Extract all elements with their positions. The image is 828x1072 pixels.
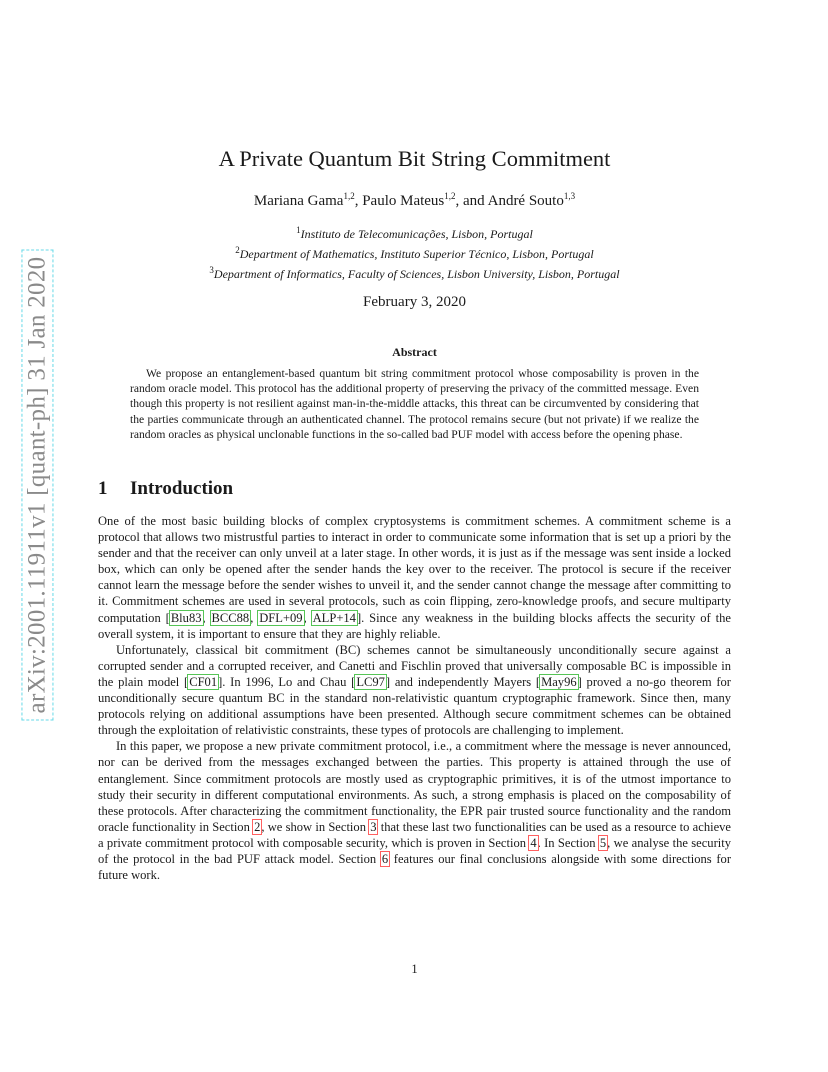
section-ref-link[interactable]: 2 [254,819,261,834]
text-run: ]. In 1996, Lo and Chau [ [218,674,356,689]
text-run: In this paper, we propose a new private commitment protocol, i.e., a commitment where the message is never announced, nor can be derived from the messages exchanged between the parties. This property is attained through the use of entanglement. Since commitment protocols are mostly used as cryptographic primitives, it is of the utmost importance to study their security in different computational environments. As such, a strong emphasis is placed on the composability of these protocols. After characterizing the commitment functionality, the EPR pair trusted source functionality and the random oracle functionality in Section [98,739,731,834]
author-list [98,191,731,210]
text-run: ] proved a no-go theorem for unconditionally secure quantum BC in the standard non-relativistic quantum cryptographic framework. Since then, many protocols relying on additional assumptions have been presented. Although secure commitment schemes can be obtained through the exploitation of relativistic constraints, these types of protocols are challenging to implement. [98,674,731,738]
text-run: features our final conclusions alongside with some directions for future work. [98,851,731,883]
abstract-heading: Abstract [392,345,437,359]
text-run: ]. Since any weakness in the building blocks affects the security of the overall system, it is important to ensure that they are highly reliable. [98,610,731,641]
citation-link[interactable]: DFL+09 [259,610,303,625]
text-run: ] and independently Mayers [ [385,674,541,689]
text-run: , we show in Section [261,819,370,834]
author-affil-sup: 1,2 [343,191,355,201]
affiliation [98,222,731,242]
author-affil-sup: 1,3 [563,191,576,201]
author-separator: , and [455,193,488,209]
affil-text: Instituto de Telecomunicações, Lisbon, Portugal [300,227,533,241]
page-number: 1 [411,962,418,976]
section-number: 1 [98,478,108,499]
abstract-body [130,366,699,442]
affil-num: 1 [296,225,301,235]
citation-link[interactable]: Blu83 [170,610,202,625]
section-ref-link[interactable]: 4 [530,835,537,850]
section-ref-link[interactable]: 5 [599,835,607,850]
paper-date: February 3, 2020 [363,294,466,310]
section-heading [98,478,233,500]
paragraph [98,513,731,642]
affil-num: 3 [209,265,214,275]
affiliation [98,262,731,282]
text-run: that these last two functionalities can be used as a resource to achieve a private commitment protocol with composable security, which is proven in Section [98,819,731,850]
author-name: Mariana Gama [253,193,344,209]
text-run: , [303,610,312,625]
author-name: Paulo Mateus [362,193,445,209]
paragraph [98,642,731,739]
citation-link[interactable]: May96 [541,674,577,689]
affil-text: Department of Mathematics, Instituto Superior Técnico, Lisbon, Portugal [239,247,594,261]
paper-title: A Private Quantum Bit String Commitment [218,146,611,171]
arxiv-sidebar [20,250,54,720]
author-affil-sup: 1,2 [444,191,456,201]
text-run: One of the most basic building blocks of complex cryptosystems is commitment schemes. A commitment scheme is a protocol that allows two mistrustful parties to interact in order to communicate some information that is set up a priori by the sender and that the receiver can only unveil at a later stage. In other words, it is just as if the message was sent inside a locked box, which can only be opened after the sender hands the key over to the receiver. The protocol is secure if the receiver cannot learn the message before the sender wishes to unveil it, and the sender cannot change the message after committing to it. Commitment schemes are used in several protocols, such as coin flipping, zero-knowledge proofs, and secure multiparty computation [ [98,514,731,625]
affiliation-list [98,222,731,282]
citation-link[interactable]: BCC88 [211,610,250,625]
text-run: , we analyse the security of the protocol in the bad PUF attack model. Section [98,835,731,866]
citation-link[interactable]: LC97 [356,674,385,689]
citation-link[interactable]: CF01 [189,674,218,689]
affil-num: 2 [235,245,240,255]
section-title: Introduction [130,478,234,499]
abstract-text: We propose an entanglement-based quantum bit string commitment protocol whose composability is proven in the random oracle model. This protocol has the additional property of preserving the privacy of the committed message. Even though this property is not resilient against man-in-the-middle attacks, this threat can be circumvented by considering that the parties communicate through an authenticated channel. The protocol remains secure (but not private) if we realize the random oracles as physical unclonable functions in the so-called bad PUF model with access before the opening phase. [130,367,699,441]
author-separator: , [354,193,363,209]
paragraph [98,738,731,883]
affiliation [98,242,731,262]
arxiv-identifier[interactable]: arXiv:2001.11911v1 [quant-ph] 31 Jan 2020 [21,250,53,721]
author-name: André Souto [487,193,564,209]
affil-text: Department of Informatics, Faculty of Sciences, Lisbon University, Lisbon, Portugal [213,267,620,281]
section-ref-link[interactable]: 6 [381,851,389,866]
section-body [98,513,731,883]
section-ref-link[interactable]: 3 [370,819,377,834]
text-run: . In Section [537,835,599,850]
citation-link[interactable]: ALP+14 [312,610,356,625]
text-run: , [250,610,259,625]
text-run: Unfortunately, classical bit commitment (BC) schemes cannot be simultaneously unconditionally secure against a corrupted sender and a corrupted receiver, and Canetti and Fischlin proved that universally composable BC is impossible in the plain model [ [98,642,731,689]
text-run: , [202,610,211,625]
